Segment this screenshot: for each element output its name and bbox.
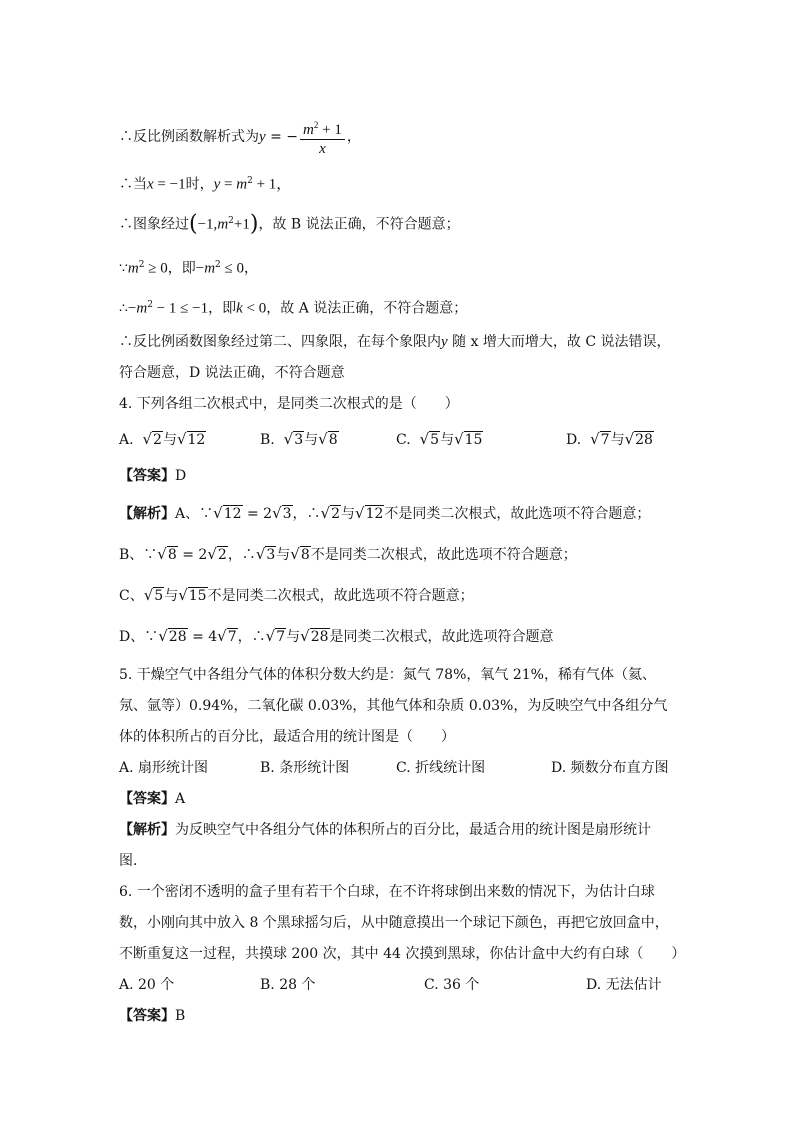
answer-value: A	[175, 791, 186, 807]
var-m: m	[127, 260, 139, 277]
sqrt: √2	[142, 430, 162, 448]
exponent: 2	[313, 120, 319, 130]
radicand: 8	[328, 432, 338, 448]
text: ∵	[119, 260, 128, 277]
sqrt: √12	[213, 504, 242, 522]
var-k: k	[236, 300, 243, 317]
var-y: y	[259, 129, 266, 145]
text: 与	[440, 432, 455, 448]
var-y: y	[213, 176, 221, 193]
q5-option-c: C. 折线统计图	[396, 760, 486, 776]
text: ∴当	[119, 176, 147, 193]
text: −1,	[197, 216, 218, 233]
radicand: 15	[188, 588, 207, 604]
text: ，∴	[292, 506, 321, 522]
text: ，故 A 说法正确，不符合题意；	[266, 300, 468, 317]
text: ，∴	[237, 629, 266, 645]
question-5-stem-line: 5. 干燥空气中各组分气体的体积分数大约是：氮气 78%，氧气 21%，稀有气体（氦、	[119, 667, 656, 683]
exponent: 2	[228, 216, 234, 226]
text: ∴反比例函数图象经过第二、四象限，在每个象限内	[119, 334, 441, 350]
radicand: 7	[600, 432, 610, 448]
radicand: 28	[635, 432, 653, 448]
text: ，故 B 说法正确，不符合题意；	[258, 216, 460, 233]
text: −	[127, 300, 137, 317]
q4-option-d	[566, 428, 654, 451]
q5-option-b: B. 条形统计图	[260, 760, 350, 776]
radicand: 3	[282, 506, 292, 522]
paren-right: )	[249, 211, 259, 237]
var-m: m	[136, 300, 148, 317]
radicand: 8	[300, 547, 310, 563]
text: 不是同类二次根式，故此选项不符合题意；	[310, 547, 577, 563]
radicand: 15	[464, 432, 483, 448]
answer-value: D	[175, 468, 187, 484]
answer-value: B	[175, 1008, 186, 1024]
q5-option-d: D. 频数分布直方图	[551, 760, 669, 776]
text: +1	[233, 216, 250, 233]
q4-option-a	[119, 428, 206, 451]
radicand: 5	[430, 432, 440, 448]
question-6-stem-line: 数，小刚向其中放入 8 个黑球摇匀后，从中随意摸出一个球记下颜色，再把它放回盒中，	[119, 915, 669, 931]
text: −	[195, 260, 205, 277]
text: 时，	[185, 176, 214, 193]
text: =	[220, 176, 237, 193]
radicand: 8	[167, 547, 177, 563]
sqrt: √7	[590, 430, 610, 448]
question-6-stem-line: 6. 一个密闭不透明的盒子里有若干个白球，在不许将球倒出来数的情况下，为估计白球	[119, 884, 655, 900]
text: ，即	[208, 300, 237, 317]
q6-answer	[119, 1005, 185, 1027]
answer-label: 【答案】	[119, 791, 175, 807]
var-m: m	[217, 216, 229, 233]
sqrt: √3	[272, 504, 292, 522]
text: 与	[304, 432, 319, 448]
sqrt: √5	[143, 586, 164, 604]
sqrt: √8	[290, 545, 310, 563]
radicand: 2	[331, 506, 341, 522]
answer-label: 【答案】	[119, 468, 175, 484]
radicand: 3	[266, 547, 276, 563]
text: 为反映空气中各组分气体的体积所占的百分比，最适合用的统计图是扇形统计	[175, 822, 651, 838]
text: = −	[265, 129, 299, 145]
solution-line-k-negative	[119, 294, 467, 320]
q4-analysis-c	[119, 584, 474, 607]
sqrt: √15	[454, 430, 483, 448]
var-m: m	[236, 176, 248, 193]
solution-line-m-squared	[119, 254, 258, 280]
sqrt: √7	[265, 627, 286, 645]
q4-analysis-b	[119, 543, 577, 566]
solution-line-conclusion: 符合题意，D 说法正确，不符合题意	[119, 365, 345, 381]
fraction-numerator	[300, 116, 345, 140]
solution-line-graph-passes	[119, 210, 460, 236]
option-label: B.	[260, 432, 275, 448]
solution-line-when-x	[119, 170, 291, 196]
text: D、∵	[119, 629, 159, 645]
analysis-label: 【解析】	[119, 506, 175, 522]
radicand: 28	[168, 629, 187, 645]
text: ，即	[167, 260, 196, 277]
exponent: 2	[247, 176, 253, 186]
sqrt: √15	[178, 586, 207, 604]
solution-line-quadrants	[119, 331, 671, 353]
exponent: 2	[138, 260, 145, 270]
var-y: y	[441, 334, 448, 350]
q5-option-a: A. 扇形统计图	[119, 760, 209, 776]
text: 与	[164, 588, 179, 604]
q5-analysis-cont: 图．	[119, 853, 147, 869]
sqrt: √28	[300, 627, 329, 645]
text: ≤ 0	[220, 260, 245, 277]
q5-answer	[119, 788, 185, 810]
text: + 1，	[252, 176, 292, 193]
exponent: 2	[215, 260, 221, 270]
paren-left: (	[189, 211, 198, 237]
radicand: 2	[217, 547, 227, 563]
radicand: 12	[187, 432, 206, 448]
sqrt: √28	[624, 430, 653, 448]
exponent: 2	[147, 300, 153, 310]
text: 与	[276, 547, 291, 563]
q6-option-d: D. 无法估计	[586, 977, 662, 993]
text: ，	[346, 129, 361, 145]
sqrt: √3	[283, 430, 304, 448]
sqrt: √8	[318, 430, 338, 448]
radicand: 7	[227, 629, 237, 645]
sqrt: √2	[207, 545, 227, 563]
radicand: 12	[365, 506, 384, 522]
radicand: 12	[223, 506, 242, 522]
option-label: C.	[396, 432, 411, 448]
question-6-stem-line: 不断重复这一过程，共摸球 200 次，其中 44 次摸到黑球，你估计盒中大约有白球（ ）	[119, 946, 686, 962]
q4-analysis-d	[119, 625, 554, 648]
radicand: 3	[294, 432, 304, 448]
question-4-stem: 4. 下列各组二次根式中，是同类二次根式的是（ ）	[119, 396, 459, 412]
text: B、∵	[119, 547, 158, 563]
analysis-label: 【解析】	[119, 822, 175, 838]
solution-line-inverse-function	[119, 116, 361, 156]
q6-option-b: B. 28 个	[260, 977, 316, 993]
q4-option-b	[260, 428, 339, 451]
sqrt: √12	[355, 504, 384, 522]
text: 不是同类二次根式，故此选项不符合题意；	[207, 588, 474, 604]
sqrt: √2	[320, 504, 341, 522]
var-m: m	[303, 122, 314, 138]
text: 与	[286, 629, 301, 645]
text: A、∵	[175, 506, 214, 522]
text: 与	[610, 432, 625, 448]
text: 不是同类二次根式，故此选项不符合题意；	[384, 506, 651, 522]
question-5-stem-line: 体的体积所占的百分比，最适合用的统计图是（ ）	[119, 729, 455, 745]
text: + 1	[318, 122, 342, 138]
sqrt: √7	[217, 627, 237, 645]
text: ≥ 0	[144, 260, 168, 277]
var-x: x	[147, 176, 154, 193]
var-m: m	[204, 260, 216, 277]
option-label: A.	[119, 432, 134, 448]
text: = 4	[187, 629, 218, 645]
text: 是同类二次根式，故此选项符合题意	[329, 629, 554, 645]
text: ∴图象经过	[119, 216, 189, 233]
fraction-denominator: x	[319, 141, 326, 157]
sqrt: √5	[419, 430, 440, 448]
sqrt: √3	[255, 545, 276, 563]
text: < 0	[242, 300, 267, 317]
text: C、	[119, 588, 144, 604]
text: − 1 ≤ −1	[152, 300, 209, 317]
text: = 2	[177, 547, 208, 563]
radicand: 28	[310, 629, 329, 645]
answer-label: 【答案】	[119, 1008, 175, 1024]
text: 随 x 增大而增大，故 C 说法错误，	[447, 334, 671, 350]
text: = 2	[242, 506, 273, 522]
radicand: 2	[153, 432, 162, 448]
q5-analysis	[119, 819, 651, 841]
sqrt: √28	[158, 627, 187, 645]
option-label: D.	[566, 432, 582, 448]
q4-answer	[119, 465, 186, 487]
sqrt: √8	[157, 545, 177, 563]
radicand: 5	[154, 588, 164, 604]
sqrt: √12	[176, 430, 206, 448]
text: ∴反比例函数解析式为	[119, 129, 259, 145]
text: 与	[162, 432, 177, 448]
text: 与	[341, 506, 356, 522]
fraction	[300, 116, 345, 158]
text: ，	[244, 260, 259, 277]
text: = −1	[153, 176, 186, 193]
q4-analysis-a	[119, 502, 650, 525]
q6-option-c: C. 36 个	[424, 977, 480, 993]
text: ∴	[119, 300, 128, 317]
radicand: 7	[276, 629, 286, 645]
text: ，∴	[227, 547, 256, 563]
q4-option-c	[396, 428, 483, 451]
q6-option-a: A. 20 个	[119, 977, 175, 993]
question-5-stem-line: 氖、氩等）0.94%，二氧化碳 0.03%，其他气体和杂质 0.03%，为反映空气中各组分气	[119, 698, 668, 714]
